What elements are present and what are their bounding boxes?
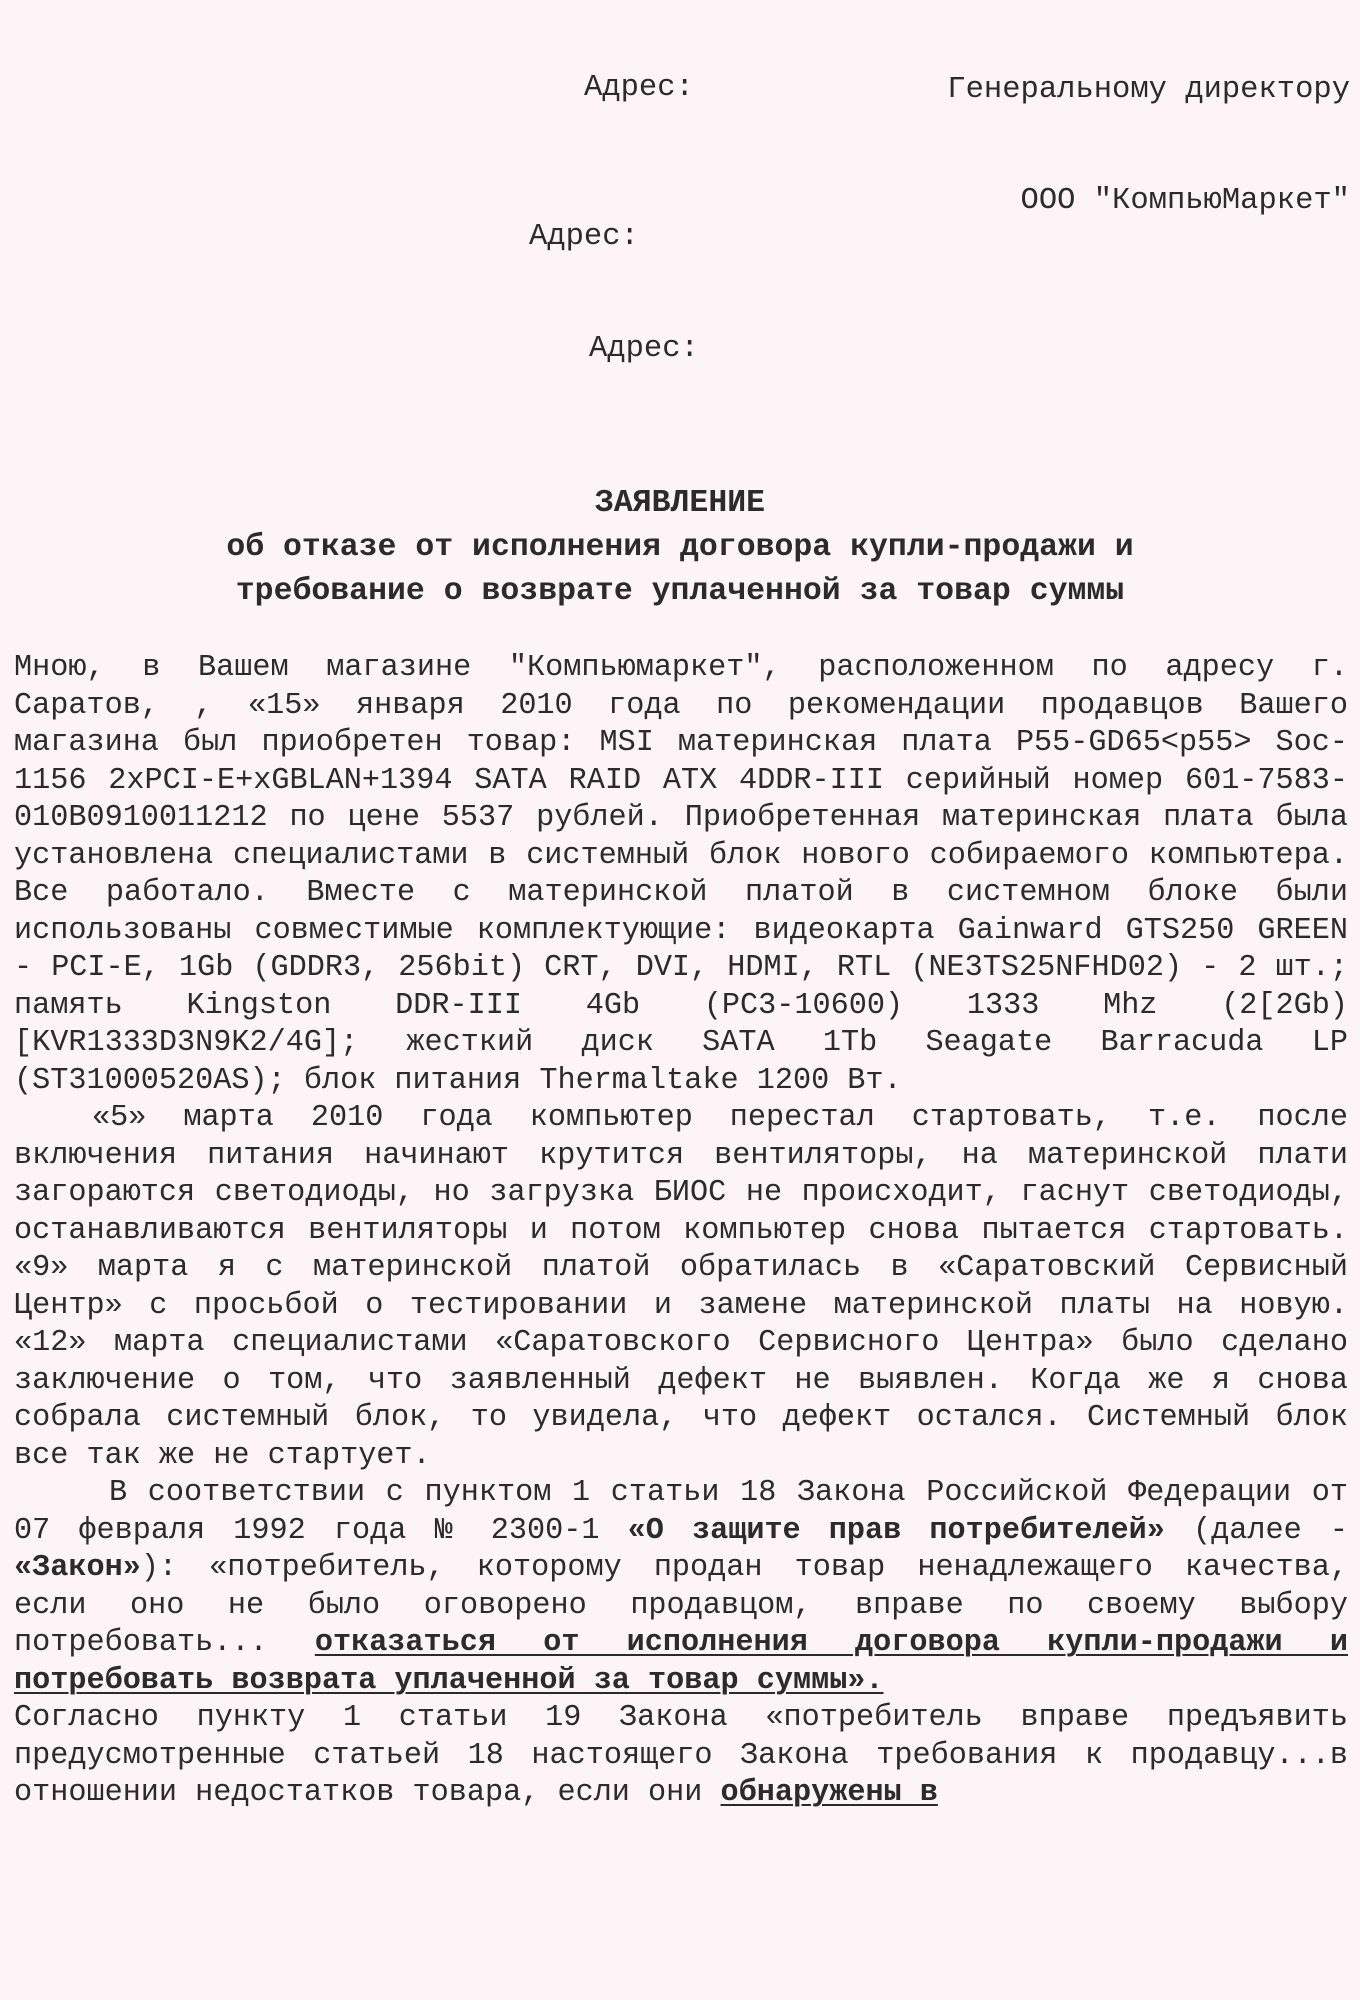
law-text-2: (далее -: [1164, 1513, 1348, 1548]
law-text-1: В соответствии с пунктом 1 статьи 18 Закона Российской Федерации от 07 февраля 1992 года № 2300-1: [14, 1476, 1348, 1548]
title-subject-line2: требование о возврате уплаченной за товар суммы: [235, 574, 1125, 609]
law-text-3: ): «потребитель, которому продан товар ненадлежащего качества, если оно не было оговорено продавцом, вправе по своему выбору потребовать...: [14, 1551, 1348, 1660]
title-subject-line1: об отказе от исполнения договора купли-продажи и: [226, 530, 1134, 565]
law-demand: отказаться от исполнения договора купли-продажи и потребовать возврата уплаченной за товар суммы».: [14, 1626, 1348, 1698]
title-heading: ЗАЯВЛЕНИЕ: [594, 486, 766, 521]
addressee-position: Генеральному директору: [947, 73, 1350, 107]
address-label-3: Адрес:: [589, 332, 699, 366]
addressee-block: [947, 0, 1350, 294]
paragraph-defect: «5» марта 2010 года компьютер перестал стартовать, т.е. после включения питания начинают крутится вентиляторы, на материнской плати загораются светодиоды, но загрузка БИОС не происходит, гаснут светодиоды, останавливаются вентиляторы и потом компьютер снова пытается стартовать. «9» марта я с материнской платой обратилась в «Саратовский Сервисный Центр» с просьбой о тестировании и замене материнской платы на новую. «12» марта специалистами «Саратовского Сервисного Центра» было сделано заключение о том, что заявленный дефект не выявлен. Когда же я снова собрала системный блок, то увидела, что дефект остался. Системный блок все так же не стартует.: [14, 1101, 1348, 1473]
article-19-emphasis: обнаружены в: [720, 1776, 938, 1810]
paragraph-purchase: Мною, в Вашем магазине "Компьюмаркет", расположенном по адресу г. Саратов, , «15» января 2010 года по рекомендации продавцов Вашего магазина был приобретен товар: MSI материнская плата P55-GD65<p55> Soc-1156 2xPCI-E+xGBLAN+1394 SATA RAID ATX 4DDR-III серийный номер 601-7583-010B0910011212 по цене 5537 рублей. Приобретенная материнская плата была установлена специалистами в системный блок нового собираемого компьютера. Все работало. Вместе с материнской платой в системном блоке были использованы совместимые комплектующие: видеокарта Gainward GTS250 GREEN - PCI-E, 1Gb (GDDR3, 256bit) CRT, DVI, HDMI, RTL (NE3TS25NFHD02) - 2 шт.; память Kingston DDR-III 4Gb (PC3-10600) 1333 Mhz (2[2Gb) [KVR1333D3N9K2/4G]; жесткий диск SATA 1Tb Seagate Barracuda LP (ST31000520AS); блок питания Thermaltake 1200 Вт.: [14, 651, 1348, 1098]
address-label-1: Адрес:: [584, 71, 694, 105]
document-body: [14, 650, 1348, 1813]
law-name: «О защите прав потребителей»: [627, 1513, 1165, 1548]
document-title: [0, 482, 1360, 614]
paragraph-article-19: [14, 1700, 1348, 1813]
article-19-text: Согласно пункту 1 статьи 19 Закона «потребитель вправе предъявить предусмотренные статьей 18 настоящего Закона требования к продавцу...в отношении недостатков товара, если они: [14, 1701, 1348, 1810]
law-short-name: «Закон»: [14, 1551, 141, 1585]
addressee-company: ООО "КомпьюМаркет": [1020, 184, 1350, 218]
paragraph-law-citation: [14, 1475, 1348, 1700]
address-label-2: Адрес:: [529, 220, 639, 254]
